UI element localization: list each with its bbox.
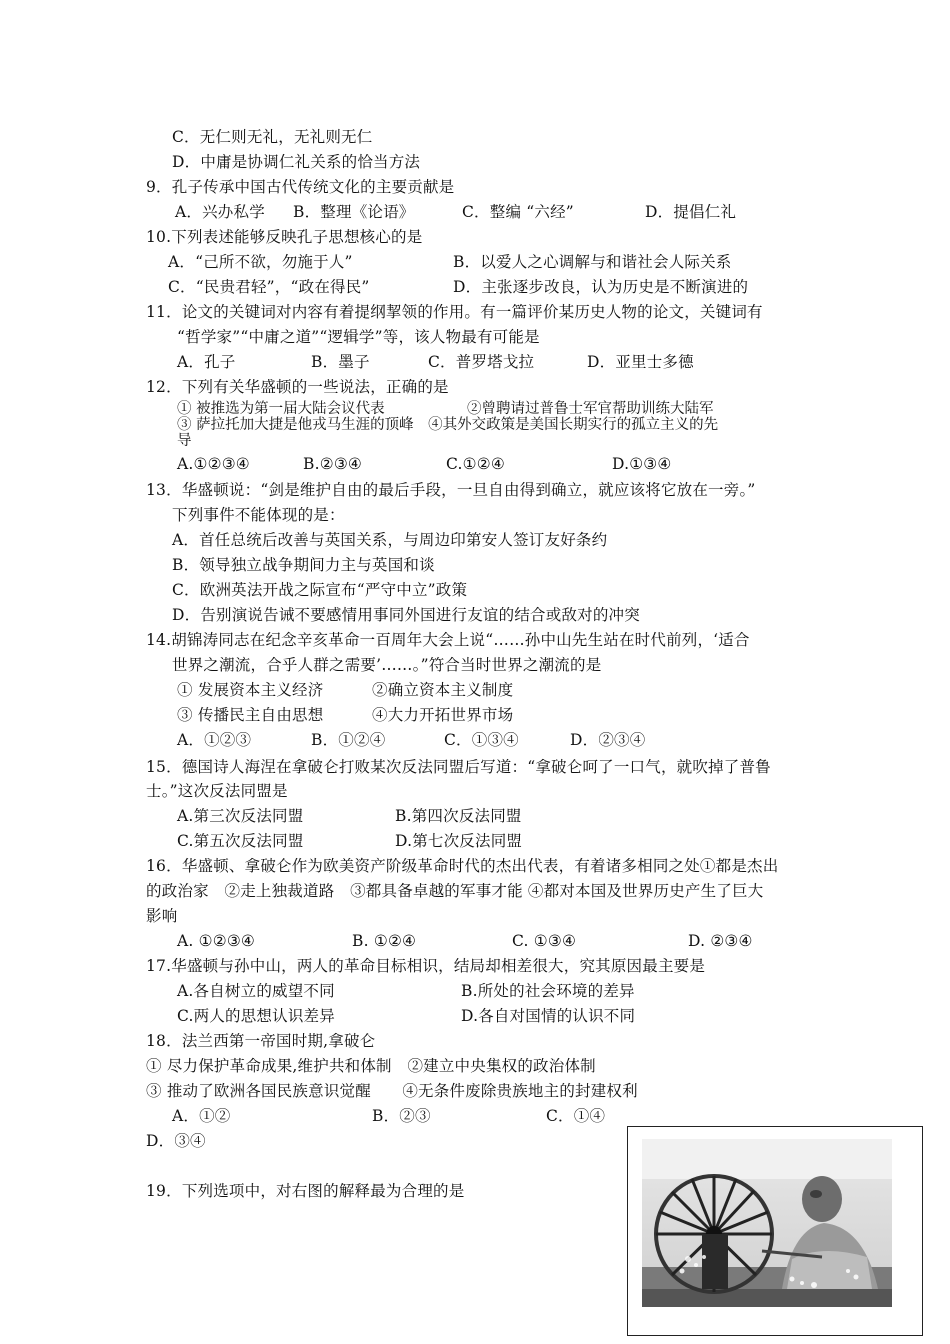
q18-statements-3-4: ③ 推动了欧洲各国民族意识觉醒 ④无条件废除贵族地主的封建权利 <box>146 1082 638 1100</box>
q12-option-a: A.①②③④ <box>177 455 250 473</box>
q15-stem: 15．德国诗人海涅在拿破仑打败某次反法同盟后写道：“拿破仑呵了一口气，就吹掉了普鲁 <box>146 758 771 776</box>
q14-option-c: C．①③④ <box>444 731 519 749</box>
q12-statement-4-cont: 导 <box>177 433 192 449</box>
q11-option-a: A．孔子 <box>177 353 236 371</box>
q10-stem: 10.下列表述能够反映孔子思想核心的是 <box>146 228 423 246</box>
q12-statement-1: ① 被推选为第一届大陆会议代表 <box>177 401 385 417</box>
q14-statement-1: ① 发展资本主义经济 <box>177 681 324 699</box>
q10-option-b: B．以爱人之心调解与和谐社会人际关系 <box>453 253 732 271</box>
q17-option-a: A.各自树立的威望不同 <box>177 982 335 1000</box>
q11-stem-cont: “哲学家”“中庸之道”“逻辑学”等，该人物最有可能是 <box>177 328 540 346</box>
q12-statement-3-4: ③ 萨拉托加大捷是他戎马生涯的顶峰 ④其外交政策是美国长期实行的孤立主义的先 <box>177 417 719 433</box>
q9-option-c: C．整编 “六经” <box>462 203 574 221</box>
q13-option-d: D．告别演说告诫不要感情用事同外国进行友谊的结合或敌对的冲突 <box>172 606 640 624</box>
q15-stem-cont: 士。”这次反法同盟是 <box>146 782 288 800</box>
q16-option-a: A. ①②③④ <box>177 932 256 950</box>
q14-statement-3: ③ 传播民主自由思想 <box>177 706 324 724</box>
q8-option-c: C．无仁则无礼，无礼则无仁 <box>172 128 373 146</box>
q14-stem: 14.胡锦涛同志在纪念辛亥革命一百周年大会上说“……孙中山先生站在时代前列，‘适合 <box>146 631 750 649</box>
gandhi-spinning-wheel-photo <box>642 1139 892 1307</box>
q17-stem: 17.华盛顿与孙中山，两人的革命目标相识，结局却相差很大，究其原因最主要是 <box>146 957 706 975</box>
q13-stem: 13．华盛顿说：“剑是维护自由的最后手段，一旦自由得到确立，就应该将它放在一旁。” <box>146 481 756 499</box>
q16-option-c: C. ①③④ <box>512 932 577 950</box>
q18-option-d: D．③④ <box>146 1132 206 1150</box>
q14-option-a: A．①②③ <box>177 731 252 749</box>
q10-option-c: C．“民贵君轻”，“政在得民” <box>168 278 370 296</box>
q18-statements-1-2: ① 尽力保护革命成果,维护共和体制 ②建立中央集权的政治体制 <box>146 1057 596 1075</box>
q10-option-a: A．“己所不欲，勿施于人” <box>168 253 353 271</box>
q15-option-a: A.第三次反法同盟 <box>177 807 304 825</box>
q12-option-c: C.①②④ <box>446 455 505 473</box>
q12-statement-2: ②曾聘请过普鲁士军官帮助训练大陆军 <box>467 401 714 417</box>
q18-option-c: C．①④ <box>546 1107 606 1125</box>
q14-option-d: D．②③④ <box>570 731 646 749</box>
q11-option-c: C．普罗塔戈拉 <box>428 353 535 371</box>
q15-option-d: D.第七次反法同盟 <box>395 832 523 850</box>
q16-option-b: B. ①②④ <box>352 932 417 950</box>
q9-option-d: D．提倡仁礼 <box>645 203 737 221</box>
q18-stem: 18．法兰西第一帝国时期,拿破仑 <box>146 1032 376 1050</box>
q10-option-d: D．主张逐步改良，认为历史是不断演进的 <box>453 278 749 296</box>
q12-option-d: D.①③④ <box>612 455 672 473</box>
q17-option-b: B.所处的社会环境的差异 <box>461 982 635 1000</box>
q18-option-b: B．②③ <box>372 1107 431 1125</box>
q11-stem: 11．论文的关键词对内容有着提纲挈领的作用。有一篇评价某历史人物的论文，关键词有 <box>146 303 763 321</box>
q14-statement-4: ④大力开拓世界市场 <box>372 706 514 724</box>
q14-statement-2: ②确立资本主义制度 <box>372 681 514 699</box>
q17-option-c: C.两人的思想认识差异 <box>177 1007 335 1025</box>
q17-option-d: D.各自对国情的认识不同 <box>461 1007 636 1025</box>
q13-option-a: A．首任总统后改善与英国关系，与周边印第安人签订友好条约 <box>172 531 608 549</box>
q9-option-b: B．整理《论语》 <box>293 203 415 221</box>
q16-stem: 16．华盛顿、拿破仑作为欧美资产阶级革命时代的杰出代表，有着诸多相同之处①都是杰出 <box>146 857 779 875</box>
q12-stem: 12．下列有关华盛顿的一些说法，正确的是 <box>146 378 449 396</box>
q11-option-d: D．亚里士多德 <box>587 353 694 371</box>
q8-option-d: D．中庸是协调仁礼关系的恰当方法 <box>172 153 421 171</box>
figure-frame <box>627 1126 923 1336</box>
q15-option-c: C.第五次反法同盟 <box>177 832 304 850</box>
q16-stem-cont: 的政治家 ②走上独裁道路 ③都具备卓越的军事才能 ④都对本国及世界历史产生了巨大 <box>146 882 764 900</box>
q13-option-c: C．欧洲英法开战之际宣布“严守中立”政策 <box>172 581 468 599</box>
q14-stem-cont: 世界之潮流，合乎人群之需要’……。”符合当时世界之潮流的是 <box>172 656 602 674</box>
q18-option-a: A．①② <box>172 1107 231 1125</box>
q14-option-b: B．①②④ <box>311 731 386 749</box>
q15-option-b: B.第四次反法同盟 <box>395 807 522 825</box>
q16-option-d: D. ②③④ <box>688 932 753 950</box>
q19-stem: 19．下列选项中，对右图的解释最为合理的是 <box>146 1182 465 1200</box>
q12-option-b: B.②③④ <box>303 455 363 473</box>
q16-stem-cont-2: 影响 <box>146 907 178 925</box>
q13-option-b: B．领导独立战争期间力主与英国和谈 <box>172 556 435 574</box>
q9-stem: 9．孔子传承中国古代传统文化的主要贡献是 <box>146 178 455 196</box>
q13-stem-cont: 下列事件不能体现的是： <box>172 506 345 524</box>
q11-option-b: B．墨子 <box>311 353 370 371</box>
q9-option-a: A．兴办私学 <box>175 203 265 221</box>
